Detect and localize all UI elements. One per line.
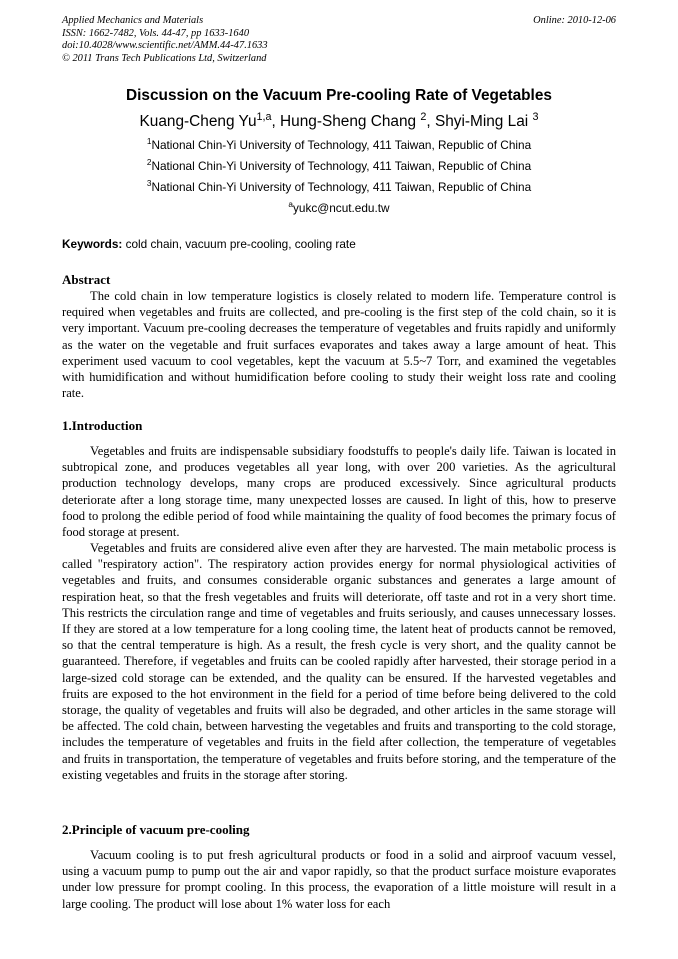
keywords-label: Keywords: (62, 237, 123, 251)
affiliation-text: National Chin-Yi University of Technology, 411 Taiwan, Republic of China (151, 180, 532, 194)
email-address[interactable]: yukc@ncut.edu.tw (293, 201, 390, 215)
author-name: Shyi-Ming Lai (434, 113, 533, 130)
keywords (62, 237, 616, 251)
journal-name: Applied Mechanics and Materials (62, 15, 204, 26)
doi-line[interactable]: doi:10.4028/www.scientific.net/AMM.44-47.1633 (62, 40, 268, 52)
principle-heading: 2.Principle of vacuum pre-cooling (62, 822, 250, 837)
abstract-text: The cold chain in low temperature logistics is closely related to modern life. Temperature control is required when vegetables and fruits are collected, and pre-cooling is the first step of the cold chain, so it is very important. Vacuum pre-cooling decreases the temperature of vegetables and fruits rapidly and uniformly as the water on the vegetable and fruit surfaces evaporates and takes away a large amount of heat. This experiment used vacuum to cool vegetables, kept the vacuum at 5.5~7 Torr, and examined the vegetables with humidification and without humidification before cooling to study their weight loss rate and cooling rate. (62, 289, 616, 401)
email-line (62, 201, 616, 215)
affiliation-3 (62, 180, 616, 194)
author-sup: 3 (532, 110, 539, 123)
affiliation-2 (62, 159, 616, 173)
principle-paragraph-1: Vacuum cooling is to put fresh agricultural products or food in a solid and airproof vacuum vessel, using a vacuum pump to pump out the air and vapor rapidly, so that the product surface moisture evaporates under low pressure for prompt cooling. In this process, the evaporation of a little moisture will result in a large cooling. The product will lose about 1% water loss for each (62, 848, 616, 911)
issn-line: ISSN: 1662-7482, Vols. 44-47, pp 1633-1640 (62, 27, 250, 39)
intro-paragraph-2: Vegetables and fruits are considered alive even after they are harvested. The main metabolic process is called "respiratory action". The respiratory action provides energy for normal physiological activities of vegetables and fruits, and consumes considerable organic substances and generates a large amount of respiration heat, so that the fresh vegetables and fruits will deteriorate, off taste and rot in a very short time. This restricts the circulation range and time of vegetables and fruits seriously, and causes unnecessary losses. If they are stored at a low temperature for a long cooling time, the latent heat of products cannot be removed, so that the central temperature is high. As a result, the fresh cycle is very short, and the quality cannot be guaranteed. Therefore, if vegetables and fruits can be cooled rapidly after harvested, their storage period in a large-sized cold storage can be extended, and the quality can be ensured. If the harvested vegetables and fruits are exposed to the hot environment in the field for a period of time before being delivered to the cold storage, the quality of vegetables and fruits will also be degraded, and other articles in the same storage will be affected. The cold chain, between harvesting the vegetables and fruits and transporting to the cold storage, includes the temperature of vegetables and fruits in the field after collection, the temperature of vegetables and fruits in transportation, the temperature of vegetables and fruits before storing, and the temperature of the existing vegetables and fruits in the storage after storing. (62, 541, 616, 782)
paper-title: Discussion on the Vacuum Pre-cooling Rate of Vegetables (126, 87, 552, 104)
author-sup: 2 (420, 110, 427, 123)
author-separator: , (271, 113, 281, 130)
author-separator: , (426, 113, 435, 130)
author-name: Hung-Sheng Chang (280, 113, 421, 130)
affiliation-sup: 2 (146, 158, 152, 168)
journal-header (62, 15, 616, 65)
affiliation-sup: 1 (146, 137, 152, 147)
copyright-line: © 2011 Trans Tech Publications Ltd, Switzerland (62, 52, 267, 64)
online-date: Online: 2010-12-06 (533, 15, 616, 26)
intro-paragraph-1: Vegetables and fruits are indispensable subsidiary foodstuffs to people's daily life. Taiwan is located in subtropical zone, and produces vegetables all year long, with over 200 varieties. As the agricultural production technology develops, many crops are produced excessively. Since agricultural products deteriorate after a long storage time, many unexpected losses are caused. In light of this, how to preserve food to prolong the edible period of food while maintaining the quality of food becomes the primary focus of food storage at present. (62, 444, 616, 540)
affiliation-text: National Chin-Yi University of Technology, 411 Taiwan, Republic of China (151, 159, 532, 173)
author-sup: 1,a (256, 110, 272, 123)
keywords-text: cold chain, vacuum pre-cooling, cooling rate (122, 237, 356, 251)
email-sup: a (288, 200, 293, 210)
author-list (62, 110, 616, 131)
affiliation-1 (62, 138, 616, 152)
author-name: Kuang-Cheng Yu (139, 113, 257, 130)
affiliation-sup: 3 (146, 179, 152, 189)
abstract-heading: Abstract (62, 272, 111, 287)
intro-heading: 1.Introduction (62, 418, 143, 433)
affiliation-text: National Chin-Yi University of Technology, 411 Taiwan, Republic of China (151, 138, 532, 152)
